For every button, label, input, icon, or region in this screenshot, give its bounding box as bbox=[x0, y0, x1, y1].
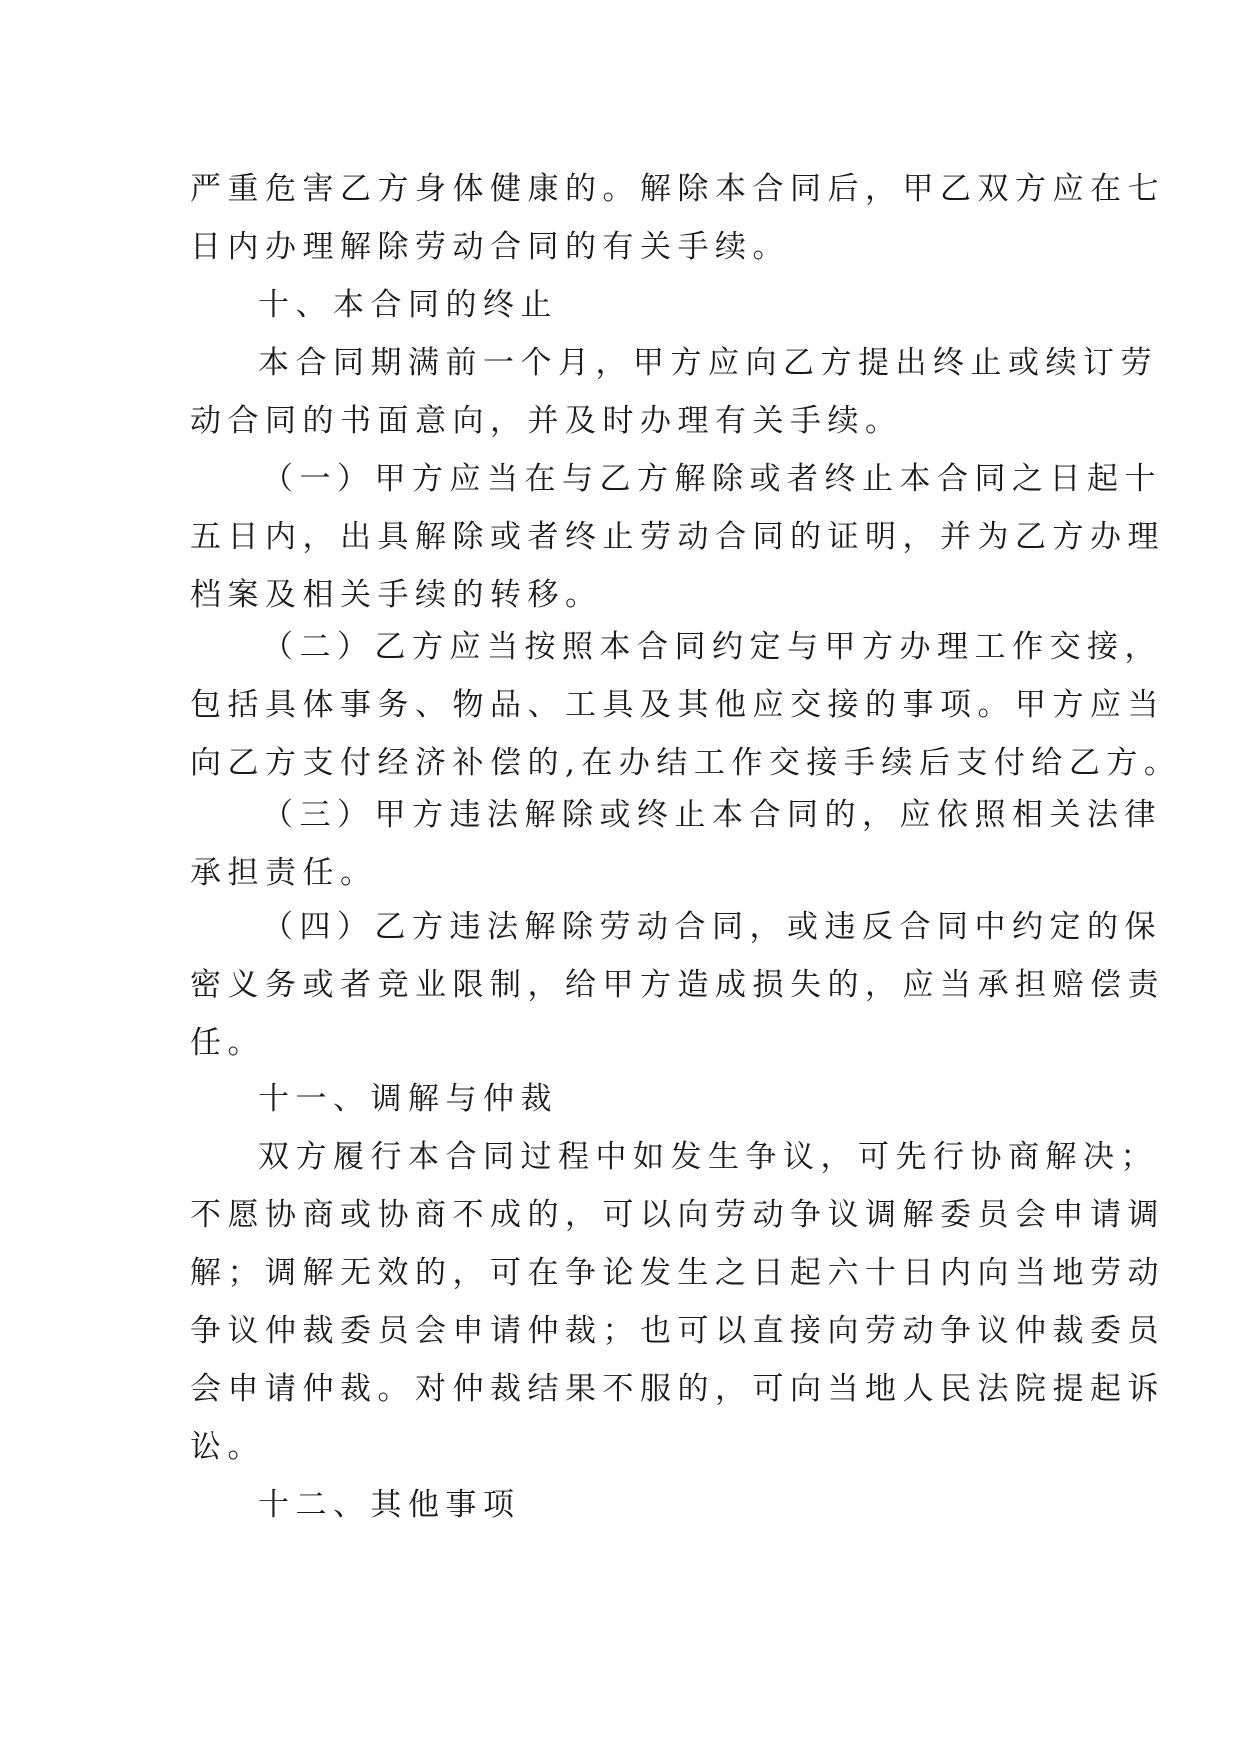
text-line: 本合同期满前一个月，甲方应向乙方提出终止或续订劳 bbox=[258, 345, 1158, 381]
clause-1 bbox=[190, 450, 1165, 624]
text-line: 会申请仲裁。对仲裁结果不服的，可向当地人民法院提起诉 bbox=[190, 1371, 1165, 1407]
text-line: 向乙方支付经济补偿的,在办结工作交接手续后支付给乙方。 bbox=[190, 745, 1182, 781]
clause-3 bbox=[190, 786, 1162, 902]
text-line: 动合同的书面意向，并及时办理有关手续。 bbox=[190, 403, 903, 439]
text-line: 争议仲裁委员会申请仲裁；也可以直接向劳动争议仲裁委员 bbox=[190, 1313, 1165, 1349]
text-line: （三）甲方违法解除或终止本合同的，应依照相关法律 bbox=[262, 797, 1162, 833]
text-line: 五日内，出具解除或者终止劳动合同的证明，并为乙方办理 bbox=[190, 519, 1165, 555]
contract-page bbox=[190, 160, 1182, 1630]
text-line: 承担责任。 bbox=[190, 855, 378, 891]
section-title: 十二、其他事项 bbox=[258, 1487, 521, 1523]
text-line: 讼。 bbox=[190, 1429, 265, 1465]
section-title: 十一、调解与仲裁 bbox=[258, 1081, 558, 1117]
paragraph-termination-consequence bbox=[190, 160, 1165, 276]
paragraph-contract-expiry bbox=[190, 334, 1158, 450]
text-line: 档案及相关手续的转移。 bbox=[190, 577, 603, 613]
text-line: 双方履行本合同过程中如发生争议，可先行协商解决； bbox=[258, 1139, 1158, 1175]
text-line: （二）乙方应当按照本合同约定与甲方办理工作交接， bbox=[262, 629, 1162, 665]
text-line: （一）甲方应当在与乙方解除或者终止本合同之日起十 bbox=[262, 461, 1162, 497]
text-line: 解；调解无效的，可在争论发生之日起六十日内向当地劳动 bbox=[190, 1255, 1165, 1291]
paragraph-mediation-arbitration bbox=[190, 1128, 1165, 1476]
section-heading-10 bbox=[190, 276, 1050, 334]
section-heading-11 bbox=[190, 1070, 1050, 1128]
clause-2 bbox=[190, 618, 1182, 792]
section-title: 十、本合同的终止 bbox=[258, 287, 558, 323]
text-line: 日内办理解除劳动合同的有关手续。 bbox=[190, 229, 790, 265]
text-line: 不愿协商或协商不成的，可以向劳动争议调解委员会申请调 bbox=[190, 1197, 1165, 1233]
text-line: 密义务或者竞业限制，给甲方造成损失的，应当承担赔偿责 bbox=[190, 967, 1165, 1003]
clause-4 bbox=[190, 898, 1165, 1072]
text-line: 严重危害乙方身体健康的。解除本合同后，甲乙双方应在七 bbox=[190, 171, 1165, 207]
text-line: 包括具体事务、物品、工具及其他应交接的事项。甲方应当 bbox=[190, 687, 1165, 723]
section-heading-12 bbox=[190, 1476, 1050, 1534]
text-line: 任。 bbox=[190, 1025, 265, 1061]
text-line: （四）乙方违法解除劳动合同，或违反合同中约定的保 bbox=[262, 909, 1162, 945]
